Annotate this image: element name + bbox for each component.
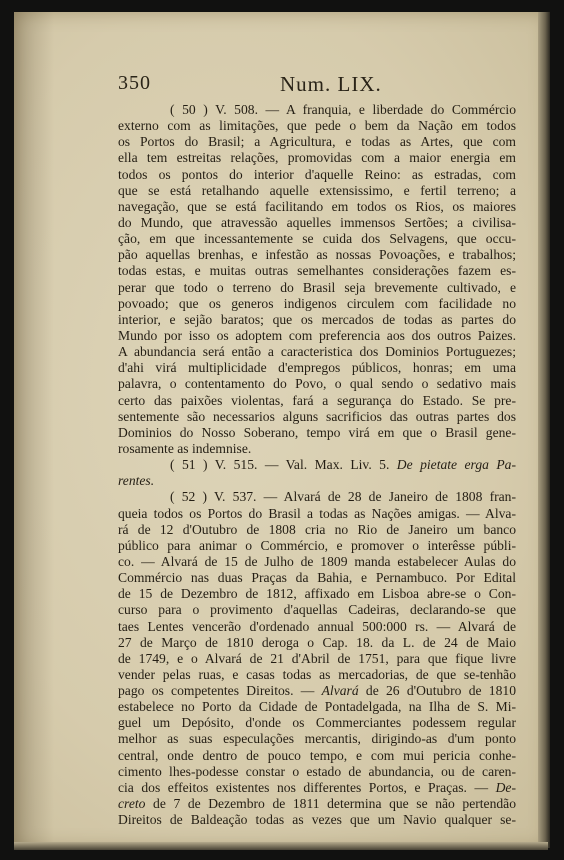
text-line: cimento lhes-podesse constar o estado de abundancia, ou de caren- xyxy=(118,763,516,779)
text-line: navegação, que se está facilitando em todos os Rios, os maiores xyxy=(118,198,516,214)
text-line: A abundancia será então a caracteristica dos Dominios Portuguezes; xyxy=(118,344,516,360)
text-line: vender pelas ruas, e casas todas as mercadorias, de que se-tenhão xyxy=(118,666,516,682)
notes-body xyxy=(118,102,516,828)
text-line: rosamente as indemnise. xyxy=(118,440,252,456)
text-line-note51: ( 51 ) V. 515. — Val. Max. Liv. 5. De pietate erga Pa- xyxy=(170,457,516,473)
text-line: taes Lentes vencerão d'ordenado annual 500:000 rs. — Alvará de xyxy=(118,618,516,634)
text-line: central, onde dentro de pouco tempo, e com mui pericia conhe- xyxy=(118,747,516,763)
text-line: público para animar o Commércio, e promover o interêsse públi- xyxy=(118,537,516,553)
text-line: que se está retalhando aquelle extensissimo, e fertil terreno; a xyxy=(118,182,516,198)
text-line: todas estas, e muitas outras semelhantes considerações fazem es- xyxy=(118,263,516,279)
text-line: queia todos os Portos do Brasil a todas as Nações amigas. — Alva- xyxy=(118,505,516,521)
text-line: 27 de Março de 1810 deroga o Cap. 18. da L. de 24 de Maio xyxy=(118,634,516,650)
text-line: guel um Depósito, d'onde os Commerciantes podessem regular xyxy=(118,715,516,731)
italic-fragment: Alvará xyxy=(321,683,359,699)
text-line: Mundo por isso os adoptem com preferencia aos dos outros Paizes. xyxy=(118,327,516,343)
text-line: povoado; que os generos indigenos circulem com facilidade no xyxy=(118,295,516,311)
text-line: d'ahi virá multiplicidade d'empregos públicos, honras; em uma xyxy=(118,360,516,376)
text-line: Direitos de Baldeação todas as vezes que um Navio qualquer se- xyxy=(118,812,516,828)
text-line: de 15 de Dezembro de 1812, affixado em Lisboa abre-se o Con- xyxy=(118,586,516,602)
page-edge-bottom xyxy=(14,842,548,850)
italic-fragment: De- xyxy=(495,779,516,795)
text-line: perar que todo o terreno do Brasil seja brevemente cultivado, e xyxy=(118,279,516,295)
text-line: rentes. xyxy=(118,473,155,489)
text-line: certo das paixões violentas, fará a segurança do Estado. Se pre- xyxy=(118,392,516,408)
text-line: ( 52 ) V. 537. — Alvará de 28 de Janeiro de 1808 fran- xyxy=(170,489,516,505)
text-line: ( 50 ) V. 508. — A franquia, e liberdade do Commércio xyxy=(170,102,516,117)
text-line: Commércio nas duas Praças da Bahia, e Pernambuco. Por Edital xyxy=(118,570,516,586)
text-line: externo com as limitações, que pede o bem da Nação em todos xyxy=(118,118,516,134)
text-line: rá de 12 d'Outubro de 1808 cria no Rio de Janeiro um banco xyxy=(118,521,516,537)
text-line: melhor as suas especulações mercantis, dirigindo-as d'um ponto xyxy=(118,731,516,747)
text-line: interior, e sejão baratos; que os mercados de todas as partes do xyxy=(118,311,516,327)
text-line: estabelece no Porto da Cidade de Pontadelgada, na Ilha de S. Mi- xyxy=(118,699,516,715)
text-line: ella tem estreitas relações, promovidas com a maior energia em xyxy=(118,150,516,166)
running-head: Num. LIX. xyxy=(280,72,382,96)
note-52 xyxy=(118,489,516,828)
text-line: os Portos do Brasil; a Agricultura, e todas as Artes, que com xyxy=(118,134,516,150)
text-line: de 1749, e o Alvará de 21 d'Abril de 1751, para que fique livre xyxy=(118,650,516,666)
italic-fragment: creto xyxy=(118,796,146,812)
text-line: pão aquellas brenhas, e infestão as nossas Povoações, e trabalhos; xyxy=(118,247,516,263)
text-line: todos os pontos do interior d'aquelle Reino: as estradas, com xyxy=(118,166,516,182)
text-line: Dominios do Nosso Soberano, tempo virá em que o Brasil gene- xyxy=(118,424,516,440)
text-line: cia dos effeitos existentes nos differentes Portos, e Praças. — De- xyxy=(118,779,516,795)
text-line: palavra, o contentamento do Povo, o qual sendo o sedativo mais xyxy=(118,376,516,392)
text-line: do Mundo, que atravessão aquelles immensos Sertões; a civilisa- xyxy=(118,214,516,230)
italic-fragment: De pietate erga Pa- xyxy=(396,457,516,473)
text-line: ção, em que incessantemente se cuida dos Selvagens, que occu- xyxy=(118,231,516,247)
note-51 xyxy=(118,457,516,489)
text-line: sentemente são necessarios alguns sacrificios das outras partes dos xyxy=(118,408,516,424)
text-line: co. — Alvará de 15 de Julho de 1809 manda estabelecer Aulas do xyxy=(118,553,516,569)
text-line: curso para o provimento d'aquellas Cadeiras, declarando-se que xyxy=(118,602,516,618)
page-number: 350 xyxy=(118,72,151,94)
page-header xyxy=(118,72,498,100)
text-line: pago os competentes Direitos. — Alvará de 26 d'Outubro de 1810 xyxy=(118,683,516,699)
note-50 xyxy=(118,102,516,457)
page-edge-right xyxy=(538,12,550,848)
text-line: creto de 7 de Dezembro de 1811 determina que se não pertendão xyxy=(118,796,516,812)
